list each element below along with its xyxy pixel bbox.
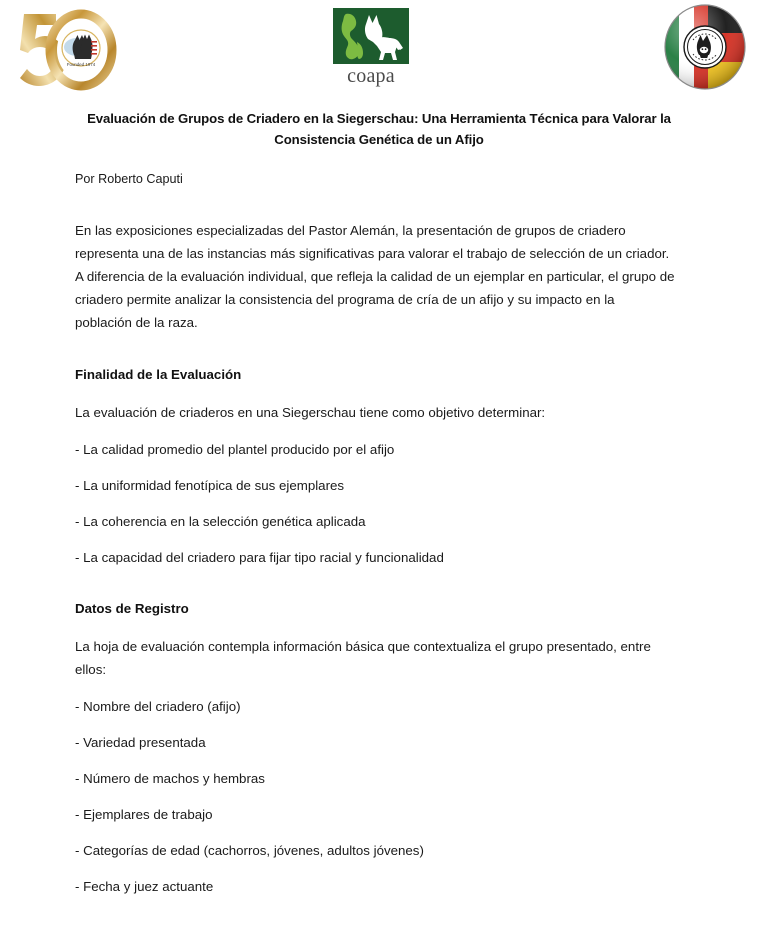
list-item: - Nombre del criadero (afijo) [75, 698, 241, 714]
section-finalidad [75, 364, 694, 568]
section-intro-datos-de-registro: La hoja de evaluación contempla información básica que contextualiza el grupo presentado, entre ellos: [75, 638, 651, 677]
lead-paragraph: En las exposiciones especializadas del Pastor Alemán, la presentación de grupos de criadero representa una de las instancias más significativas para valorar el trabajo de selección de un criador. A diferencia de la evaluación individual, que refleja la calidad de un ejemplar en particular, el grupo de criadero permite analizar la consistencia del programa de cría de un afijo y su impacto en la población de la raza. [75, 222, 675, 330]
byline: Por Roberto Caputi [75, 171, 183, 186]
coapa-wordmark: coapa [347, 65, 395, 87]
list-item: - Ejemplares de trabajo [75, 806, 213, 822]
club-badge-icon [663, 3, 747, 91]
coapa-logo [333, 8, 409, 87]
list-item: - La capacidad del criadero para fijar tipo racial y funcionalidad [75, 549, 444, 565]
list-item: - La uniformidad fenotípica de sus ejemplares [75, 477, 345, 493]
list-item: - Variedad presentada [75, 734, 206, 750]
mexico-germany-club-badge [663, 3, 747, 96]
coapa-mark-icon [333, 8, 409, 64]
bullet-list-datos-de-registro [75, 697, 694, 897]
coapa-dog-map-icon [333, 8, 409, 64]
list-item: - Fecha y juez actuante [75, 878, 214, 894]
bullet-list-finalidad [75, 440, 694, 568]
anniversary-emblem-caption: Founded 1974 [66, 62, 96, 67]
list-item: - La coherencia en la selección genética aplicada [75, 513, 366, 529]
list-item: - Categorías de edad (cachorros, jóvenes, adultos jóvenes) [75, 842, 424, 858]
article-body [0, 170, 758, 897]
section-intro-finalidad: La evaluación de criaderos en una Siegerschau tiene como objetivo determinar: [75, 404, 546, 420]
page-title: Evaluación de Grupos de Criadero en la Siegerschau: Una Herramienta Técnica para Valorar la Consistencia Genética de un Afijo [87, 111, 671, 148]
list-item: - La calidad promedio del plantel producido por el afijo [75, 441, 395, 457]
anniversary-50-logo [12, 6, 120, 94]
anniversary-50-icon [12, 6, 120, 94]
section-datos-de-registro [75, 598, 694, 897]
section-heading-datos-de-registro: Datos de Registro [75, 600, 189, 616]
section-heading-finalidad: Finalidad de la Evaluación [75, 366, 242, 382]
list-item: - Número de machos y hembras [75, 770, 265, 786]
header-logo-band [0, 0, 758, 100]
